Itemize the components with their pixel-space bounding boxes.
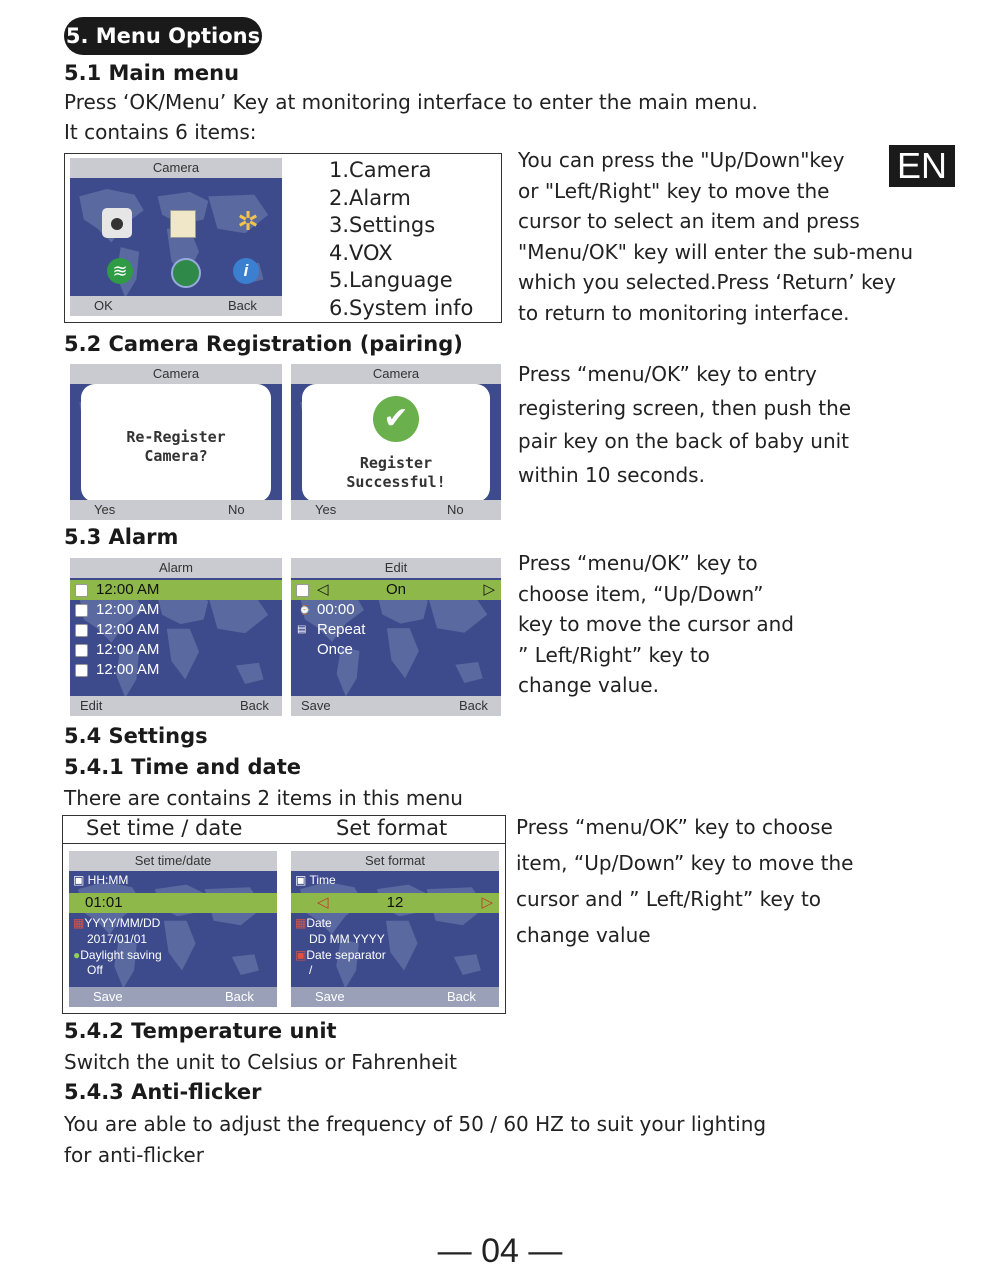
desc-line: ” Left/Right” key to (518, 642, 710, 667)
screen-footer (70, 696, 282, 716)
edit-softkey: Edit (80, 698, 103, 713)
desc-line: key to move the cursor and (518, 612, 794, 636)
registration-description (518, 358, 851, 492)
dialog-text: Successful! (346, 473, 446, 491)
screen-footer (291, 696, 501, 716)
check-icon: ▣ (295, 873, 310, 887)
no-softkey: No (447, 502, 464, 517)
hhmm-label: ▣ HH:MM (73, 873, 129, 887)
screen-footer (69, 987, 277, 1007)
left-arrow-icon: ◁ (317, 581, 329, 598)
divider (62, 843, 506, 844)
no-softkey: No (228, 502, 245, 517)
back-softkey: Back (240, 698, 269, 713)
desc-line: pair key on the back of baby unit (518, 429, 850, 453)
radio-icon: ● (73, 948, 81, 962)
menu-item: 4.VOX (329, 240, 393, 265)
ok-softkey: OK (94, 298, 113, 313)
desc-line: cursor and ” Left/Right” key to (516, 887, 822, 911)
section-title: 5. Menu Options (64, 17, 262, 55)
screen-title: Edit (291, 558, 501, 578)
dialog-text: Register (359, 454, 433, 472)
repeat-icon: ▤ (297, 624, 307, 635)
desc-line: or "Left/Right" key to move the (518, 178, 830, 203)
main-menu-screen (70, 158, 282, 316)
main-menu-line1: Press ‘OK/Menu’ Key at monitoring interface to enter the main menu. (64, 90, 758, 114)
save-softkey: Save (93, 989, 123, 1004)
separator-value: / (309, 963, 313, 977)
calendar-icon: ▦ (295, 916, 307, 930)
dialog-text: Camera? (144, 447, 208, 465)
desc-line: "Menu/OK" key will enter the sub-menu (518, 239, 914, 264)
save-softkey: Save (301, 698, 331, 713)
desc-line: Press “menu/OK” key to (518, 551, 758, 575)
time-value-row: 01:01 (69, 893, 277, 913)
screen-footer (291, 500, 501, 520)
alarm-icon (170, 210, 196, 238)
main-menu-items (329, 157, 473, 322)
desc-line: You can press the "Up/Down"key (518, 148, 845, 172)
left-arrow-icon: ◁ (317, 894, 329, 911)
dialog-text: Re-Register (126, 428, 226, 446)
screen-footer (291, 987, 499, 1007)
desc-line: to return to monitoring interface. (518, 300, 850, 325)
dst-label: ●Daylight saving (73, 948, 162, 962)
desc-line: which you selected.Press ‘Return’ key (518, 270, 896, 294)
success-dialog (302, 384, 490, 502)
screen-title: Set time/date (69, 851, 277, 871)
screen-footer (70, 296, 282, 316)
column-label: Set time / date (86, 816, 243, 840)
back-softkey: Back (459, 698, 488, 713)
menu-item: 3.Settings (329, 213, 436, 237)
date-label: ▦YYYY/MM/DD (73, 916, 161, 930)
camera-icon (102, 208, 132, 238)
heading-settings: 5.4 Settings (64, 724, 208, 748)
yes-softkey: Yes (94, 502, 116, 517)
save-softkey: Save (315, 989, 345, 1004)
alarm-enable-value: On (385, 581, 406, 598)
dst-value: Off (87, 963, 103, 977)
checkmark-icon: ✔ (373, 396, 419, 442)
desc-line: Press “menu/OK” key to choose (516, 815, 833, 839)
main-menu-line2: It contains 6 items: (64, 120, 257, 144)
alarm-edit-screen (291, 558, 501, 716)
separator-label: ▣Date separator (295, 948, 386, 962)
heading-time-date: 5.4.1 Time and date (64, 755, 302, 779)
time-format-row (291, 893, 499, 913)
register-dialog (81, 384, 271, 502)
screen-title: Camera (70, 364, 282, 384)
back-softkey: Back (447, 989, 476, 1004)
alarm-repeat-value: Once (317, 641, 353, 658)
settings-description (516, 809, 853, 953)
menu-item: 2.Alarm (329, 185, 411, 210)
back-softkey: Back (228, 298, 257, 313)
heading-main-menu: 5.1 Main menu (64, 61, 240, 85)
register-success-screen (291, 364, 501, 520)
vox-icon: ≋ (107, 258, 133, 284)
alarm-repeat-row: ▤ Repeat (297, 621, 366, 638)
set-time-screen (69, 851, 277, 1007)
screen-title: Set format (291, 851, 499, 871)
desc-line: within 10 seconds. (518, 462, 705, 487)
desc-line: change value. (518, 673, 659, 697)
date-format-label: ▦Date (295, 916, 332, 930)
time-format-label: ▣ Time (295, 873, 336, 887)
yes-softkey: Yes (315, 502, 337, 517)
date-format-value: DD MM YYYY (309, 932, 385, 946)
settings-icon: ✲ (237, 206, 259, 236)
date-value: 2017/01/01 (87, 932, 148, 946)
calendar-icon: ▦ (73, 916, 85, 930)
alarm-row: 12:00 AM (70, 600, 282, 620)
desc-line: item, “Up/Down” key to move the (516, 851, 854, 875)
menu-item: 5.Language (329, 268, 453, 292)
desc-line: Press “menu/OK” key to entry (518, 362, 817, 386)
menu-item: 6.System info (329, 295, 474, 320)
anti-flicker-line1: You are able to adjust the frequency of 50 / 60 HZ to suit your lighting (64, 1112, 767, 1136)
heading-registration: 5.2 Camera Registration (pairing) (64, 332, 463, 356)
time-date-line: There are contains 2 items in this menu (64, 786, 463, 810)
language-icon (171, 258, 201, 288)
alarm-description (518, 548, 794, 701)
main-menu-description (518, 145, 913, 328)
alarm-row: 12:00 AM (70, 580, 282, 600)
alarm-time-row: ⌚ 00:00 (299, 601, 355, 618)
heading-temperature: 5.4.2 Temperature unit (64, 1019, 337, 1043)
column-label: Set format (336, 816, 448, 840)
alarm-list-screen (70, 558, 282, 716)
right-arrow-icon: ▷ (483, 581, 495, 598)
desc-line: registering screen, then push the (518, 395, 852, 420)
alarm-row: 12:00 AM (70, 620, 282, 640)
screen-title: Camera (70, 158, 282, 178)
back-softkey: Back (225, 989, 254, 1004)
heading-alarm: 5.3 Alarm (64, 525, 179, 549)
heading-anti-flicker: 5.4.3 Anti-flicker (64, 1080, 262, 1104)
page-number: — 04 — (437, 1232, 563, 1270)
screen-footer (70, 500, 282, 520)
time-format-value: 12 (386, 894, 404, 911)
register-screen (70, 364, 282, 520)
clock-icon: ⌚ (299, 605, 311, 615)
language-badge: EN (889, 145, 955, 187)
screen-title: Camera (291, 364, 501, 384)
temperature-line: Switch the unit to Celsius or Fahrenheit (64, 1050, 458, 1074)
desc-line: cursor to select an item and press (518, 209, 860, 233)
desc-line: choose item, “Up/Down” (518, 581, 764, 606)
menu-item: 1.Camera (329, 158, 432, 182)
separator-icon: ▣ (295, 948, 307, 962)
anti-flicker-line2: for anti-flicker (64, 1143, 204, 1167)
set-format-screen (291, 851, 499, 1007)
alarm-row: 12:00 AM (70, 640, 282, 660)
desc-line: change value (516, 923, 651, 947)
alarm-enable-row (291, 580, 501, 600)
alarm-row: 12:00 AM (70, 660, 282, 680)
screen-title: Alarm (70, 558, 282, 578)
right-arrow-icon: ▷ (481, 894, 493, 911)
check-icon: ▣ (73, 873, 88, 887)
world-map (70, 178, 282, 307)
info-icon: i (233, 258, 259, 284)
